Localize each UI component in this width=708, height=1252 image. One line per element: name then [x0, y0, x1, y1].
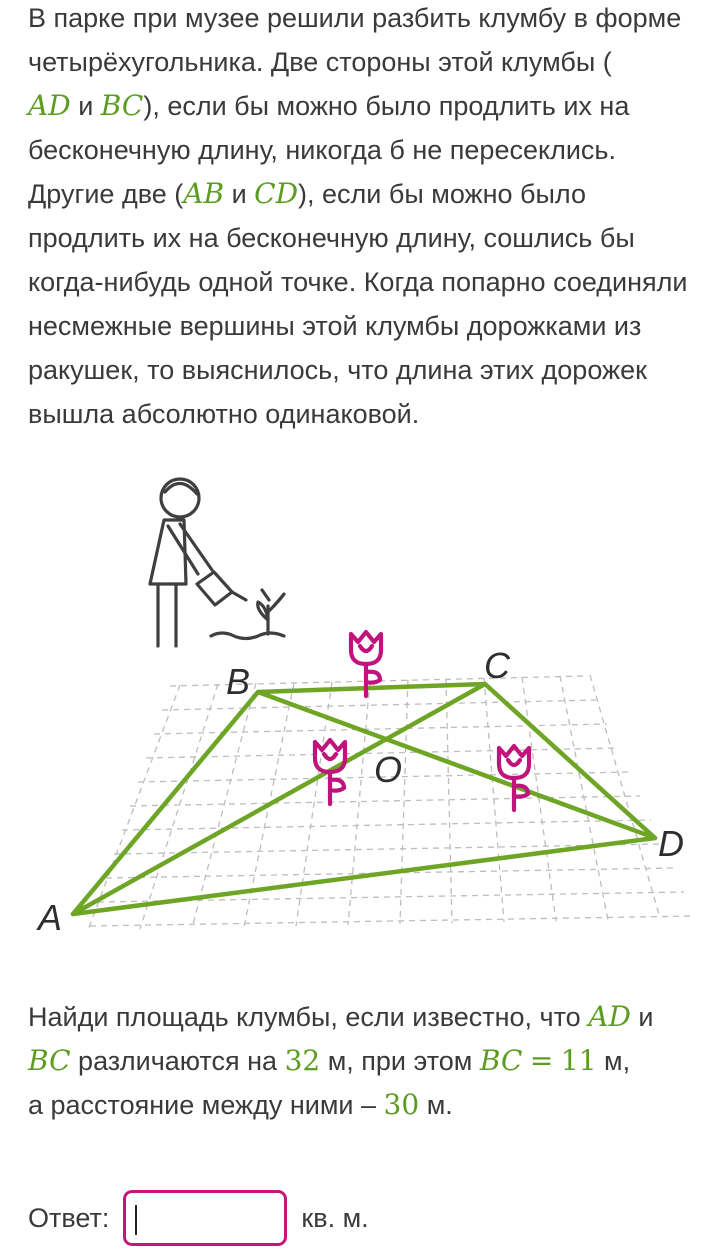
perspective-grid [88, 675, 695, 930]
question-text: Найди площадь клумбы, если известно, что [28, 1002, 581, 1032]
math-side-ad: AD [588, 1000, 631, 1033]
math-side-bc: BC [28, 1044, 71, 1077]
math-side-bc: BC [479, 1044, 523, 1077]
unit-meters: м [327, 1046, 347, 1076]
conjunction: и [638, 1002, 654, 1032]
math-side-ab: AB [183, 177, 225, 210]
vertex-label-b: B [226, 661, 251, 702]
unit-meters: м. [426, 1090, 453, 1120]
difference-value: 32 [284, 1044, 321, 1077]
math-side-ad: AD [28, 89, 71, 122]
statement-text: В парке при музее решили разбить клумбу в форме четырёхугольника. Две стороны этой клумбы ( [28, 3, 682, 77]
text-cursor [135, 1205, 137, 1235]
conjunction: и [231, 179, 247, 209]
statement-text: ), если бы можно было продлить их на бесконечную длину, никогда б не пересеклись. Другие две ( [28, 91, 630, 209]
question-statement [28, 995, 696, 1127]
flowerbed-diagram [0, 460, 708, 960]
answer-unit: кв. м. [301, 1202, 369, 1233]
quadrilateral-abcd [73, 684, 655, 914]
problem-statement [28, 0, 696, 436]
unit-meters: м, [604, 1046, 631, 1076]
diagonal-ac [73, 684, 485, 914]
gardener-icon [150, 479, 284, 646]
bc-value: 11 [560, 1044, 597, 1077]
vertex-label-a: A [38, 897, 63, 938]
intersection-label-o: O [374, 749, 403, 790]
question-text: различаются на [78, 1046, 278, 1076]
question-text: а расстояние между ними – [28, 1090, 377, 1120]
answer-row [28, 1188, 369, 1248]
vertex-label-d: D [658, 823, 684, 864]
answer-label: Ответ: [28, 1202, 110, 1233]
rose-icon [315, 740, 345, 804]
math-side-cd: CD [254, 177, 299, 210]
statement-text: ), если бы можно было продлить их на бесконечную длину, сошлись бы когда-нибудь одной точке. Когда попарно соединяли несмежные вершины этой клумбы дорожками из ракушек, то выяснилось, что длина этих дорожек вышла абсолютно одинаковой. [28, 179, 688, 429]
conjunction: и [78, 91, 94, 121]
equals-sign: = [529, 1044, 554, 1077]
answer-input[interactable] [123, 1190, 287, 1246]
distance-value: 30 [383, 1088, 420, 1121]
rose-icon [499, 746, 529, 810]
math-side-bc: BC [100, 89, 144, 122]
vertex-label-c: C [484, 645, 510, 686]
question-text: , при этом [346, 1046, 473, 1076]
